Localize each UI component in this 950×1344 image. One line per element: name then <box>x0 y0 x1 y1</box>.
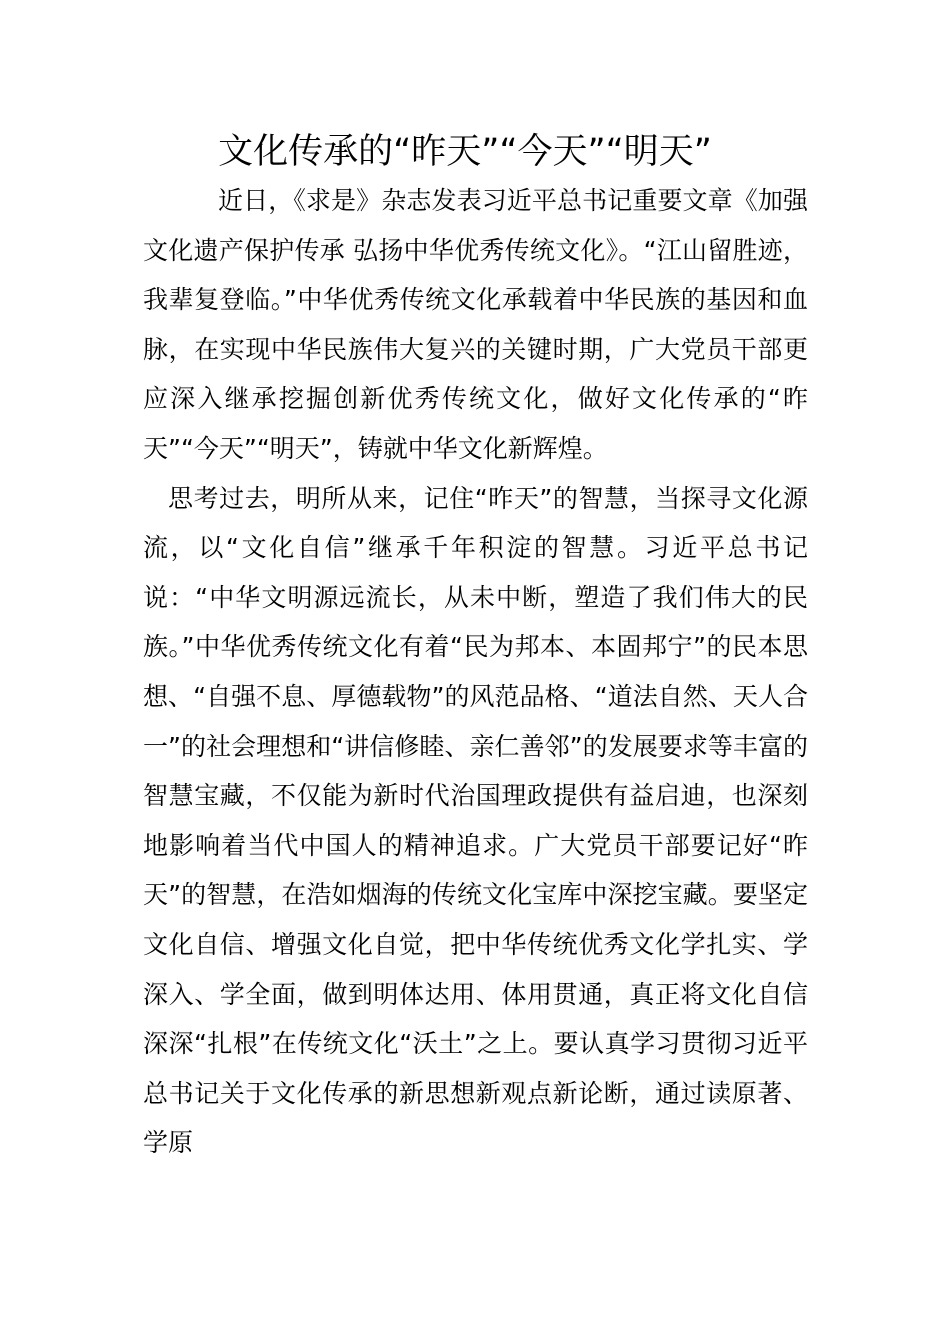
document-body <box>143 176 808 1168</box>
document-title: 文化传承的“昨天”“今天”“明天” <box>218 132 712 172</box>
paragraph-intro: 近日，《求是》杂志发表习近平总书记重要文章《加强文化遗产保护传承 弘扬中华优秀传统文化》。“江山留胜迹，我辈复登临。”中华优秀传统文化承载着中华民族的基因和血脉，在实现中华民族伟大复兴的关键时期，广大党员干部更应深入继承挖掘创新优秀传统文化，做好文化传承的“昨天”“今天”“明天”，铸就中华文化新辉煌。 <box>143 186 808 463</box>
paragraph-yesterday: 思考过去，明所从来，记住“昨天”的智慧，当探寻文化源流，以“文化自信”继承千年积淀的智慧。习近平总书记说：“中华文明源远流长，从未中断，塑造了我们伟大的民族。”中华优秀传统文化有着“民为邦本、本固邦宁”的民本思想、“自强不息、厚德载物”的风范品格、“道法自然、天人合一”的社会理想和“讲信修睦、亲仁善邻”的发展要求等丰富的智慧宝藏，不仅能为新时代治国理政提供有益启迪，也深刻地影响着当代中国人的精神追求。广大党员干部要记好“昨天”的智慧，在浩如烟海的传统文化宝库中深挖宝藏。要坚定文化自信、增强文化自觉，把中华传统优秀文化学扎实、学深入、学全面，做到明体达用、体用贯通，真正将文化自信深深“扎根”在传统文化“沃土”之上。要认真学习贯彻习近平总书记关于文化传承的新思想新观点新论断，通过读原著、学原 <box>143 483 808 1158</box>
